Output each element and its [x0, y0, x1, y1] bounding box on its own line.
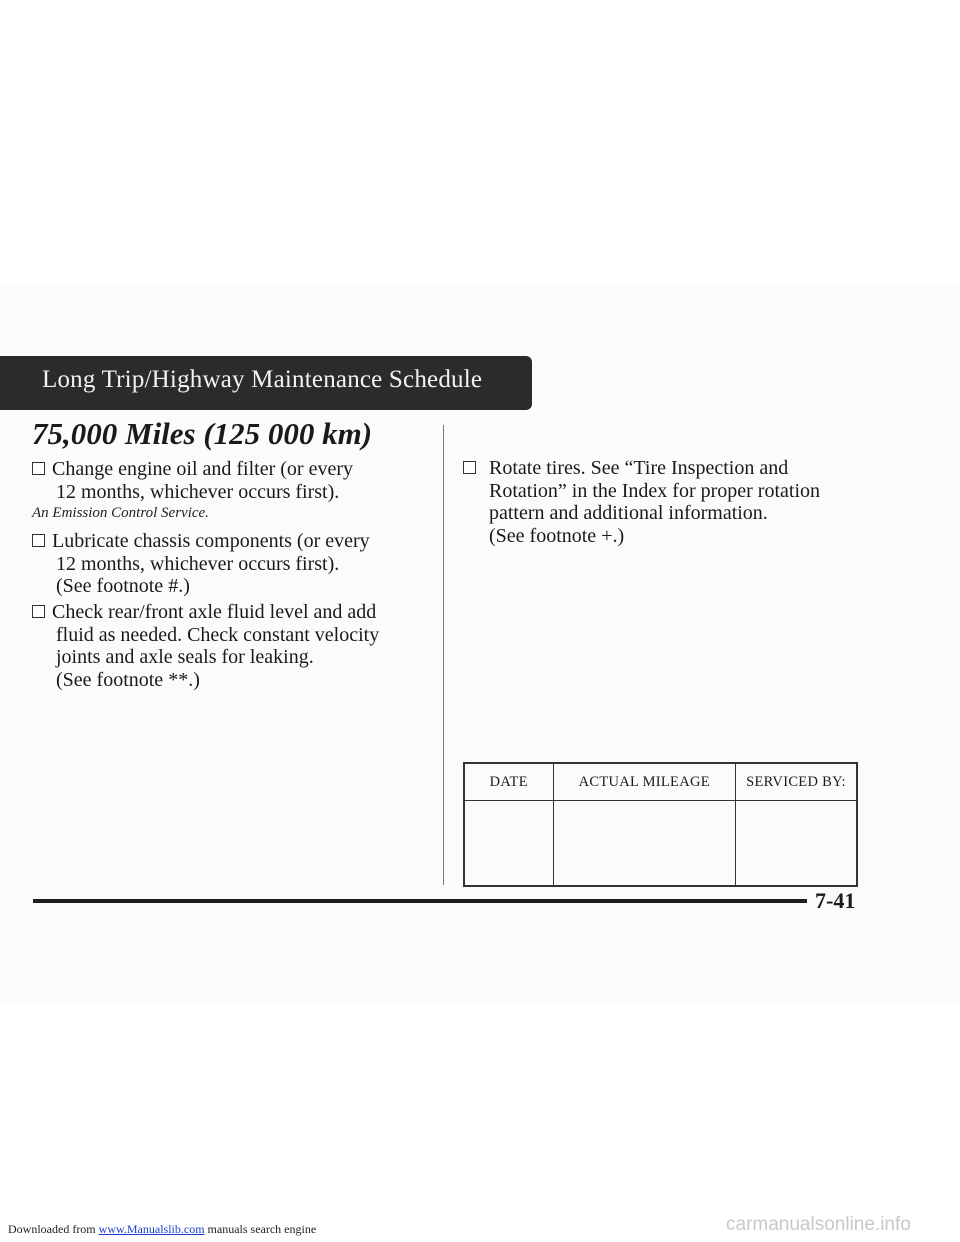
- checklist-item-rotate-tires: [463, 457, 820, 547]
- checklist-item-axle-fluid: [32, 601, 379, 691]
- item-text-line: fluid as needed. Check constant velocity: [56, 623, 380, 646]
- item-text-line: Change engine oil and filter (or every: [52, 458, 353, 480]
- column-header-actual-mileage: ACTUAL MILEAGE: [553, 763, 735, 801]
- table-row: [464, 801, 857, 887]
- watermark-suffix: manuals search engine: [204, 1222, 317, 1236]
- checkbox-icon[interactable]: [463, 461, 476, 474]
- date-cell[interactable]: [464, 801, 553, 887]
- item-text-line: Check rear/front axle fluid level and add: [52, 601, 377, 623]
- download-watermark: [8, 1222, 316, 1237]
- checklist-item-lubricate-chassis: [32, 530, 370, 598]
- page-number: 7-41: [815, 888, 856, 913]
- checkbox-icon[interactable]: [32, 462, 45, 475]
- column-divider: [443, 425, 444, 885]
- service-record-table: [463, 762, 858, 887]
- column-header-date: DATE: [464, 763, 553, 801]
- item-text-line: pattern and additional information.: [489, 502, 768, 524]
- site-watermark: carmanualsonline.info: [726, 1214, 911, 1235]
- emission-note: An Emission Control Service.: [32, 505, 209, 521]
- table-header-row: [464, 763, 857, 801]
- checklist-item-oil-change: [32, 458, 353, 503]
- item-text-line: Rotate tires. See “Tire Inspection and: [489, 457, 789, 479]
- footer-rule: [33, 899, 807, 903]
- checkbox-icon[interactable]: [32, 534, 45, 547]
- mileage-cell[interactable]: [553, 801, 735, 887]
- manualslib-link[interactable]: www.Manualslib.com: [98, 1222, 205, 1236]
- watermark-prefix: Downloaded from: [8, 1222, 99, 1236]
- item-text-line: (See footnote **.): [56, 668, 200, 691]
- item-text-line: 12 months, whichever occurs first).: [56, 552, 340, 575]
- item-text-line: Lubricate chassis components (or every: [52, 530, 370, 552]
- item-text-line: Rotation” in the Index for proper rotation: [489, 479, 821, 502]
- section-heading: 75,000 Miles (125 000 km): [32, 416, 373, 451]
- item-text-line: 12 months, whichever occurs first).: [56, 480, 340, 503]
- column-header-serviced-by: SERVICED BY:: [735, 763, 857, 801]
- item-text-line: (See footnote #.): [56, 575, 190, 597]
- checkbox-icon[interactable]: [32, 605, 45, 618]
- serviced-by-cell[interactable]: [735, 801, 857, 887]
- item-text-line: (See footnote +.): [489, 524, 625, 547]
- item-text-line: joints and axle seals for leaking.: [56, 646, 314, 668]
- header-title: Long Trip/Highway Maintenance Schedule: [42, 366, 483, 393]
